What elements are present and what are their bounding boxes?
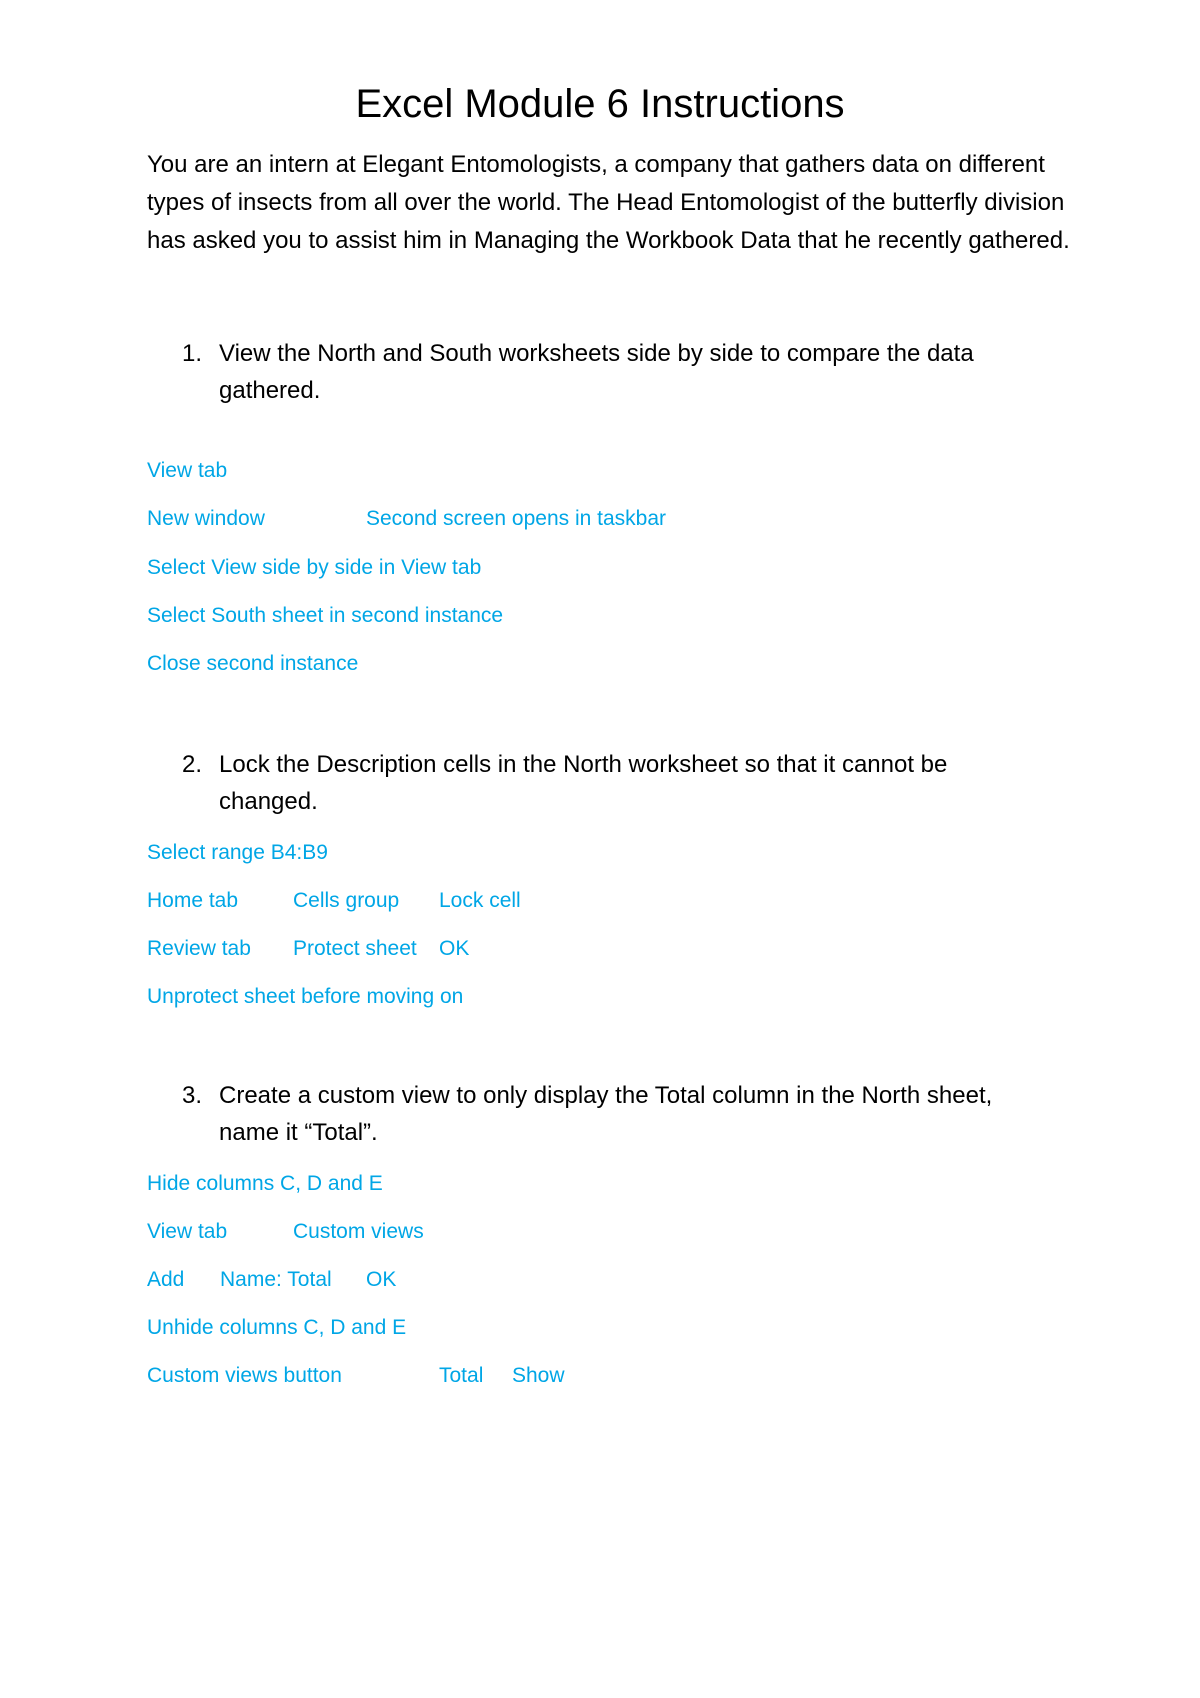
instruction-item: Name: Total bbox=[220, 1268, 332, 1291]
instruction-item: Select range B4:B9 bbox=[147, 841, 328, 864]
step-number: 2. bbox=[182, 751, 203, 778]
document-title: Excel Module 6 Instructions bbox=[355, 82, 845, 126]
instruction-item: Hide columns C, D and E bbox=[147, 1172, 383, 1195]
instruction-item: Second screen opens in taskbar bbox=[366, 507, 667, 530]
instruction-item: OK bbox=[439, 937, 470, 960]
instruction-item: View tab bbox=[147, 459, 228, 482]
step-text: View the North and South worksheets side by side to compare the data gathered. bbox=[219, 340, 974, 404]
intro-paragraph: You are an intern at Elegant Entomologists, a company that gathers data on different types of insects from all over the world. The Head Entomologist of the butterfly division has asked you to assist him in Managing the Workbook Data that he recently gathered. bbox=[147, 151, 1070, 254]
step-number: 1. bbox=[182, 340, 203, 367]
step-number: 3. bbox=[182, 1082, 203, 1109]
instruction-item: Lock cell bbox=[439, 889, 521, 912]
step-2 bbox=[147, 746, 1047, 820]
step-1 bbox=[147, 335, 1047, 409]
step-text: Create a custom view to only display the Total column in the North sheet, name it “Total”. bbox=[219, 1082, 993, 1146]
instruction-item: Protect sheet bbox=[293, 937, 417, 960]
step-3 bbox=[147, 1077, 1047, 1151]
instruction-item: View tab bbox=[147, 1220, 228, 1243]
step-text: Lock the Description cells in the North worksheet so that it cannot be changed. bbox=[219, 751, 948, 815]
instruction-item: Custom views button bbox=[147, 1364, 342, 1387]
instruction-item: Review tab bbox=[147, 937, 251, 960]
instruction-item: Unhide columns C, D and E bbox=[147, 1316, 407, 1339]
instruction-item: Select South sheet in second instance bbox=[147, 604, 504, 627]
instruction-item: Custom views bbox=[293, 1220, 424, 1243]
instruction-item: Total bbox=[439, 1364, 484, 1387]
instruction-item: Cells group bbox=[293, 889, 400, 912]
instruction-item: Add bbox=[147, 1268, 185, 1291]
instruction-item: Select View side by side in View tab bbox=[147, 556, 482, 579]
instruction-item: OK bbox=[366, 1268, 397, 1291]
instruction-item: Show bbox=[512, 1364, 565, 1387]
instruction-item: Home tab bbox=[147, 889, 239, 912]
instruction-item: Close second instance bbox=[147, 652, 359, 675]
instruction-item: Unprotect sheet before moving on bbox=[147, 985, 464, 1008]
instruction-item: New window bbox=[147, 507, 265, 530]
